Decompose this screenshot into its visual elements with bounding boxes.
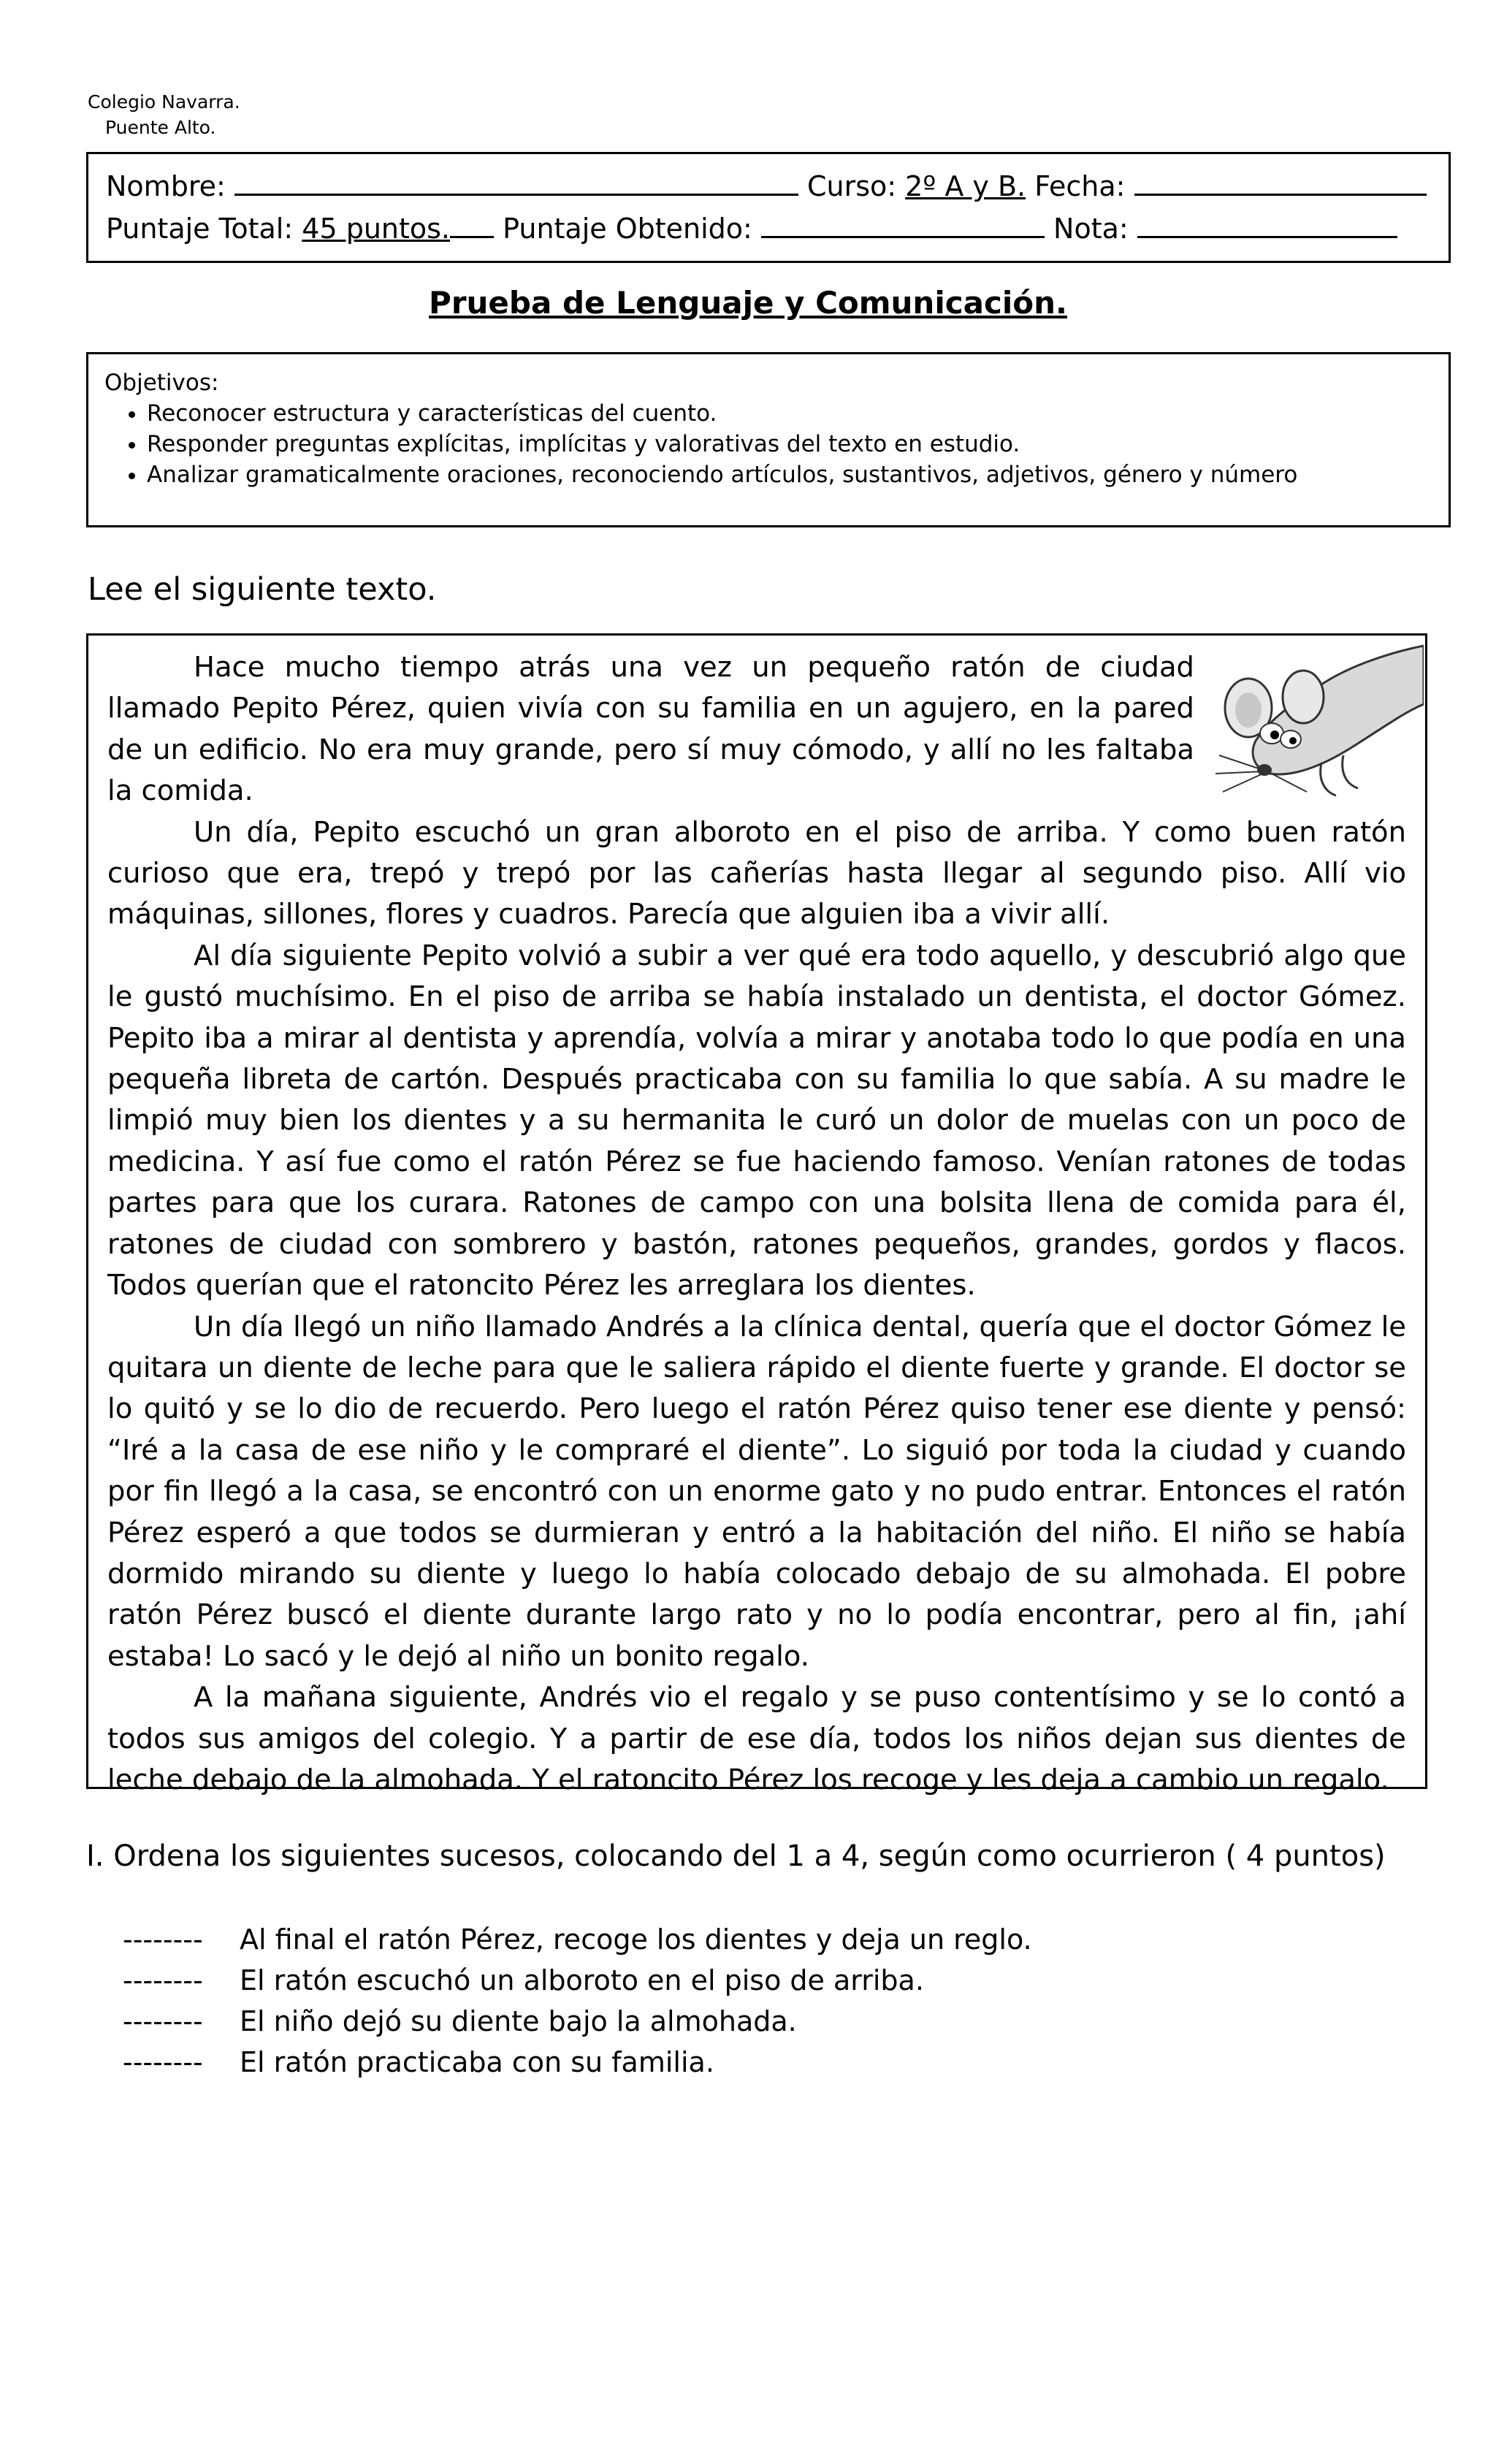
nombre-field[interactable] xyxy=(234,172,798,196)
nota-label: Nota: xyxy=(1053,213,1129,245)
story-box xyxy=(86,633,1427,1796)
objective-item: • Responder preguntas explícitas, implícitas y valorativas del texto en estudio. xyxy=(147,429,1432,459)
underline-gap xyxy=(450,214,494,238)
story-paragraph: Al día siguiente Pepito volvió a subir a ver qué era todo aquello, y descubrió algo que le gustó muchísimo. En el piso de arriba se había instalado un dentista, el doctor Gómez. Pepito iba a mirar al dentista y aprendía, volvía a mirar y anotaba todo lo que podía en una pequeña libreta de cartón. Después practicaba con su familia lo que sabía. A su madre le limpió muy bien los dientes y a su hermanita le curó un dolor de muelas con un poco de medicina. Y así fue como el ratón Pérez se fue haciendo famoso. Venían ratones de todas partes para que los curara. Ratones de campo con una bolsita llena de comida para él, ratones de ciudad con sombrero y bastón, ratones pequeños, grandes, gordos y flacos. Todos querían que el ratoncito Pérez les arreglara los dientes. xyxy=(107,939,1406,1302)
objective-item: • Reconocer estructura y características del cuento. xyxy=(147,398,1432,429)
objectives-heading: Objetivos: xyxy=(104,370,219,396)
puntaje-obtenido-field[interactable] xyxy=(761,214,1045,238)
puntaje-total-value: 45 puntos. xyxy=(302,213,451,245)
student-info-box xyxy=(86,152,1451,263)
mouse-illustration xyxy=(1205,638,1424,806)
curso-value: 2º A y B. xyxy=(905,170,1026,202)
ordering-item xyxy=(123,1960,1032,2001)
answer-blank[interactable]: -------- xyxy=(123,1923,203,1956)
fecha-field[interactable] xyxy=(1134,172,1427,196)
answer-blank[interactable]: -------- xyxy=(123,1964,203,1996)
puntaje-obtenido-label: Puntaje Obtenido: xyxy=(503,213,752,245)
story-paragraph: A la mañana siguiente, Andrés vio el regalo y se puso contentísimo y se lo contó a todos sus amigos del colegio. Y a partir de ese día, todos los niños dejan sus dientes de leche debajo de la almohada. Y el ratoncito Pérez los recoge y les deja a cambio un regalo. xyxy=(107,1681,1406,1796)
page-title: Prueba de Lenguaje y Comunicación. xyxy=(429,285,1067,321)
objectives-box xyxy=(86,352,1451,527)
header-row-1 xyxy=(106,170,1427,202)
question-1-prompt: I. Ordena los siguientes sucesos, colocando del 1 a 4, según como ocurrieron ( 4 puntos) xyxy=(86,1839,1386,1873)
nombre-label: Nombre: xyxy=(106,170,226,202)
nota-field[interactable] xyxy=(1137,214,1397,238)
curso-label: Curso: xyxy=(806,170,897,202)
fecha-label: Fecha: xyxy=(1034,170,1126,202)
ordering-item xyxy=(123,2042,1032,2083)
story-paragraph: Un día, Pepito escuchó un gran alboroto en el piso de arriba. Y como buen ratón curioso que era, trepó y trepó por las cañerías hasta llegar al segundo piso. Allí vio máquinas, sillones, flores y cuadros. Parecía que alguien iba a vivir allí. xyxy=(107,815,1406,931)
ordering-item-text: El ratón practicaba con su familia. xyxy=(240,2046,714,2078)
school-name: Colegio Navarra. xyxy=(88,91,240,112)
question-1-items xyxy=(123,1919,1032,2083)
reading-instruction: Lee el siguiente texto. xyxy=(88,571,437,608)
story-paragraph: Un día llegó un niño llamado Andrés a la clínica dental, quería que el doctor Gómez le quitara un diente de leche para que le saliera rápido el diente fuerte y grande. El doctor se lo quitó y se lo dio de recuerdo. Pero luego el ratón Pérez quiso tener ese diente y pensó: “Iré a la casa de ese niño y le compraré el diente”. Lo siguió por toda la ciudad y cuando por fin llegó a la casa, se encontró con un enorme gato y no pudo entrar. Entonces el ratón Pérez esperó a que todos se durmieran y entró a la habitación del niño. El niño se había dormido mirando su diente y luego lo había colocado debajo de su almohada. El pobre ratón Pérez buscó el diente durante largo rato y no lo podía encontrar, pero al fin, ¡ahí estaba! Lo sacó y le dejó al niño un bonito regalo. xyxy=(107,1310,1406,1673)
ordering-item xyxy=(123,1919,1032,1960)
school-city: Puente Alto. xyxy=(105,117,216,138)
objectives-list xyxy=(104,398,1432,490)
puntaje-total-label: Puntaje Total: xyxy=(106,213,294,245)
answer-blank[interactable]: -------- xyxy=(123,2005,203,2037)
ordering-item-text: Al final el ratón Pérez, recoge los dientes y deja un reglo. xyxy=(240,1923,1032,1956)
header-row-2 xyxy=(106,213,1397,245)
story-paragraph: Hace mucho tiempo atrás una vez un pequeño ratón de ciudad llamado Pepito Pérez, quien vivía con su familia en un agujero, en la pared de un edificio. No era muy grande, pero sí muy cómodo, y allí no les faltaba la comida. xyxy=(107,651,1194,808)
ordering-item-text: El niño dejó su diente bajo la almohada. xyxy=(240,2005,797,2037)
school-header xyxy=(88,89,240,140)
answer-blank[interactable]: -------- xyxy=(123,2046,203,2078)
ordering-item xyxy=(123,2001,1032,2042)
ordering-item-text: El ratón escuchó un alboroto en el piso de arriba. xyxy=(240,1964,924,1996)
objective-item: • Analizar gramaticalmente oraciones, reconociendo artículos, sustantivos, adjetivos, género y número xyxy=(147,459,1432,490)
